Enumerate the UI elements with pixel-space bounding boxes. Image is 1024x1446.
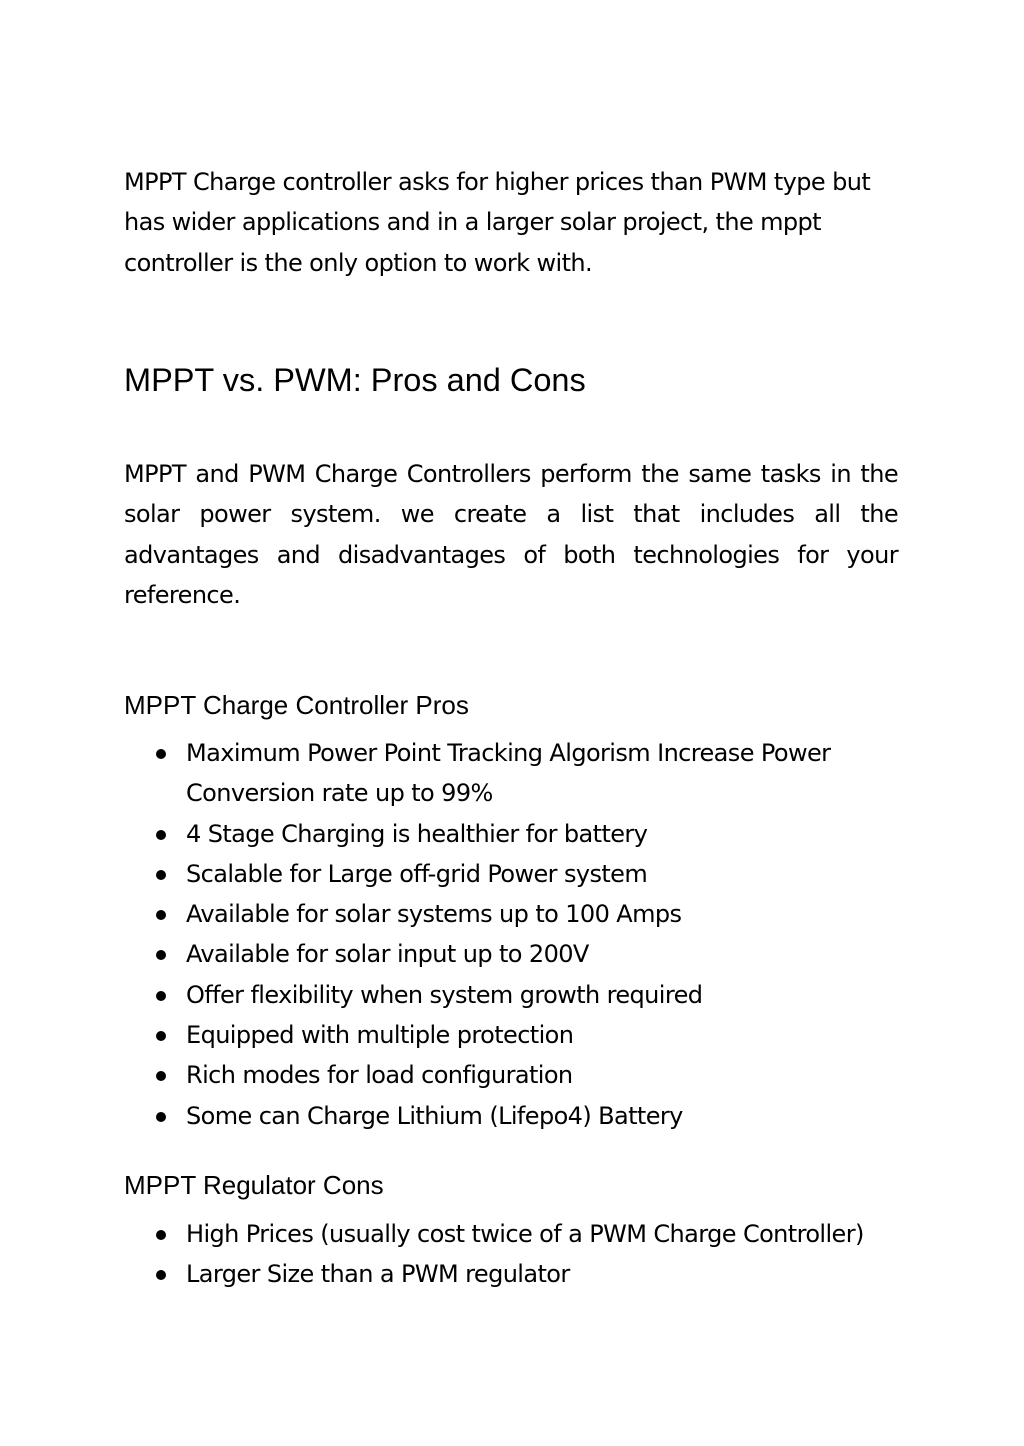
list-item-text: High Prices (usually cost twice of a PWM Charge Controller) (186, 1220, 864, 1248)
bullet-icon (156, 1230, 166, 1240)
list-item (124, 1096, 898, 1136)
bullet-icon (156, 991, 166, 1001)
list-item-text: Some can Charge Lithium (Lifepo4) Battery (186, 1101, 683, 1130)
list-item (124, 1254, 898, 1294)
list-item (124, 854, 898, 894)
list-item (124, 1055, 898, 1095)
list-item-text: 4 Stage Charging is healthier for battery (186, 819, 648, 848)
intro-paragraph: MPPT Charge controller asks for higher prices than PWM type but has wider applications and in a larger solar project, the mppt controller is the only option to work with. (124, 168, 871, 277)
list-item (124, 975, 898, 1015)
bullet-icon (156, 950, 166, 960)
bullet-icon (156, 830, 166, 840)
list-item-text: Larger Size than a PWM regulator (186, 1260, 570, 1289)
bullet-icon (156, 870, 166, 880)
list-item-text: Offer flexibility when system growth required (186, 980, 703, 1009)
cons-list (124, 1214, 898, 1295)
bullet-icon (156, 1031, 166, 1041)
list-item (124, 733, 898, 814)
list-item-text: Scalable for Large off-grid Power system (186, 859, 648, 888)
bullet-icon (156, 1112, 166, 1122)
list-item-text: Rich modes for load configuration (186, 1061, 573, 1090)
section-heading: MPPT vs. PWM: Pros and Cons (124, 362, 586, 398)
list-item (124, 1214, 898, 1254)
section-paragraph: MPPT and PWM Charge Controllers perform the same tasks in the solar power system. we create a list that includes all the advantages and disadvantages of both technologies for your reference. (124, 460, 898, 609)
pros-heading: MPPT Charge Controller Pros (124, 690, 469, 720)
list-item-text: Available for solar systems up to 100 Amps (186, 900, 682, 929)
list-item-text: Equipped with multiple protection (186, 1021, 574, 1050)
list-item-text: Available for solar input up to 200V (186, 940, 589, 969)
bullet-icon (156, 1270, 166, 1280)
bullet-icon (156, 1071, 166, 1081)
list-item (124, 814, 898, 854)
list-item (124, 894, 898, 934)
list-item (124, 934, 898, 974)
list-item-text: Maximum Power Point Tracking Algorism Increase Power Conversion rate up to 99% (186, 739, 831, 808)
pros-list (124, 733, 898, 1136)
list-item (124, 1015, 898, 1055)
bullet-icon (156, 749, 166, 759)
cons-heading: MPPT Regulator Cons (124, 1170, 384, 1200)
bullet-icon (156, 910, 166, 920)
